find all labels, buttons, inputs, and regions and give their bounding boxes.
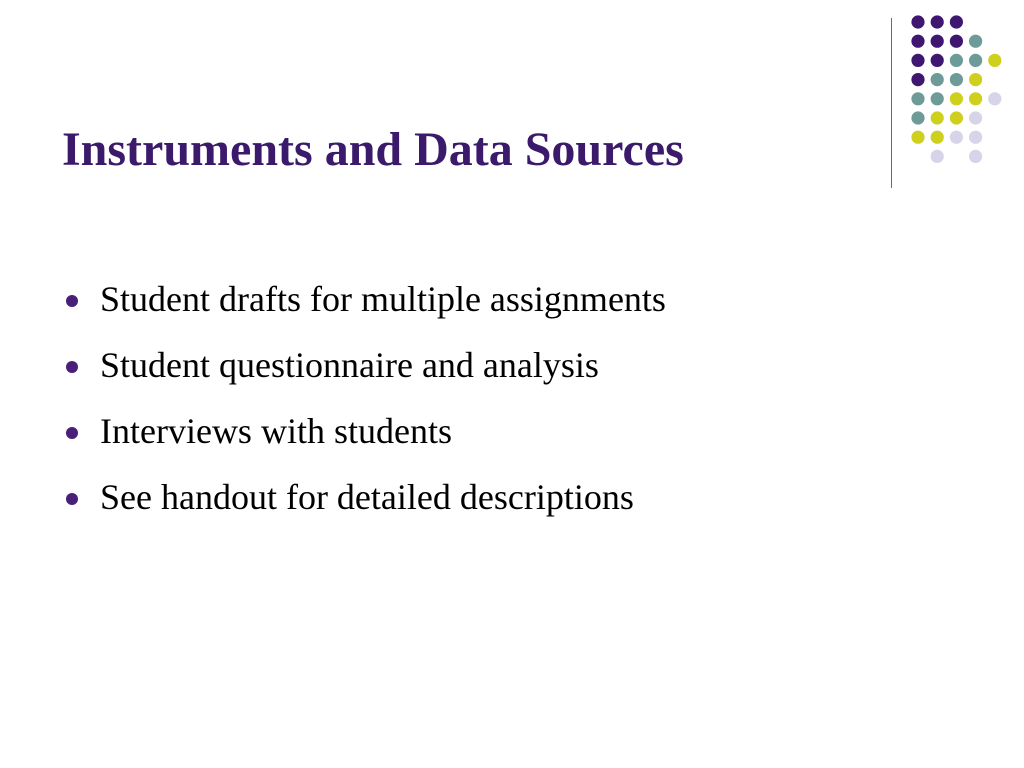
slide-title: Instruments and Data Sources: [62, 123, 684, 176]
yellow-dot-icon: [931, 111, 944, 124]
yellow-dot-icon: [988, 54, 1001, 67]
bullet-dot-icon: [66, 295, 78, 307]
teal-dot-icon: [969, 35, 982, 48]
yellow-dot-icon: [950, 92, 963, 105]
bullet-dot-icon: [66, 493, 78, 505]
yellow-dot-icon: [931, 131, 944, 144]
teal-dot-icon: [931, 73, 944, 86]
bullet-text: Student questionnaire and analysis: [100, 345, 599, 385]
purple-dot-icon: [931, 15, 944, 28]
bullet-item: [66, 274, 666, 340]
teal-dot-icon: [950, 73, 963, 86]
teal-dot-icon: [950, 54, 963, 67]
teal-dot-icon: [931, 92, 944, 105]
bullet-text: Student drafts for multiple assignments: [100, 279, 666, 319]
bullet-item: [66, 406, 666, 472]
bullet-dot-icon: [66, 427, 78, 439]
bullet-item: [66, 340, 666, 406]
lavender-dot-icon: [969, 150, 982, 163]
teal-dot-icon: [969, 54, 982, 67]
yellow-dot-icon: [911, 131, 924, 144]
lavender-dot-icon: [969, 131, 982, 144]
bullet-list: [66, 274, 666, 538]
lavender-dot-icon: [988, 92, 1001, 105]
bullet-item: [66, 472, 666, 538]
yellow-dot-icon: [950, 111, 963, 124]
lavender-dot-icon: [950, 131, 963, 144]
bullet-text: See handout for detailed descriptions: [100, 477, 634, 517]
lavender-dot-icon: [931, 150, 944, 163]
teal-dot-icon: [911, 92, 924, 105]
purple-dot-icon: [931, 35, 944, 48]
bullet-text: Interviews with students: [100, 411, 452, 451]
purple-dot-icon: [911, 54, 924, 67]
purple-dot-icon: [931, 54, 944, 67]
teal-dot-icon: [911, 111, 924, 124]
yellow-dot-icon: [969, 73, 982, 86]
purple-dot-icon: [950, 15, 963, 28]
purple-dot-icon: [911, 15, 924, 28]
purple-dot-icon: [911, 35, 924, 48]
purple-dot-icon: [950, 35, 963, 48]
lavender-dot-icon: [969, 111, 982, 124]
yellow-dot-icon: [969, 92, 982, 105]
bullet-dot-icon: [66, 361, 78, 373]
purple-dot-icon: [911, 73, 924, 86]
vertical-divider: [891, 18, 892, 188]
